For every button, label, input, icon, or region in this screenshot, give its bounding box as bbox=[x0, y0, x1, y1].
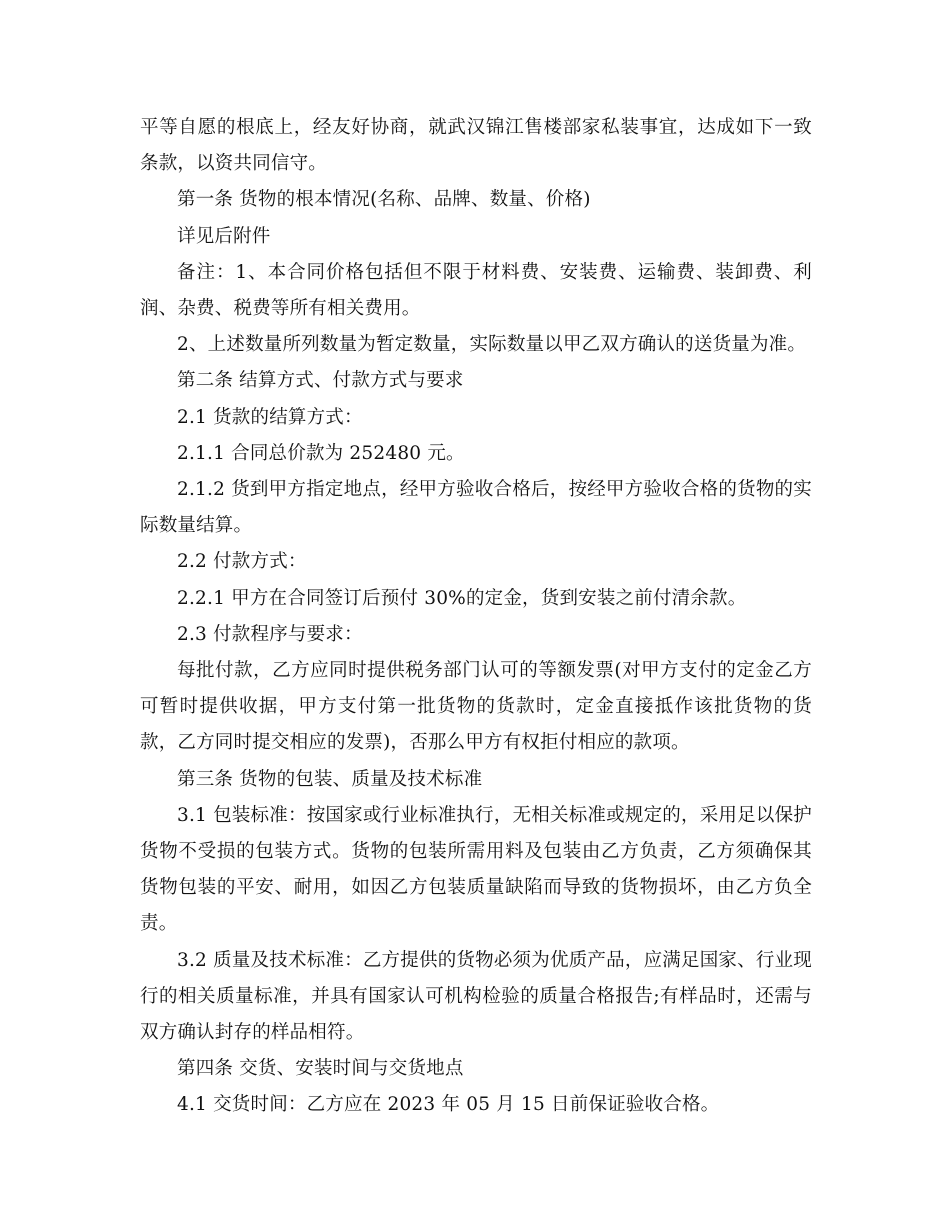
article-4-heading: 第四条 交货、安装时间与交货地点 bbox=[177, 1058, 464, 1080]
paragraph-opening: 平等自愿的根底上，经友好协商，就武汉锦江售楼部家私装事宜，达成如下一致条款，以资共同信守。 bbox=[140, 117, 812, 175]
clause-3-1: 3.1 包装标准：按国家或行业标准执行，无相关标准或规定的，采用足以保护货物不受损的包装方式。货物的包装所需用料及包装由乙方负责，乙方须确保其货物包装的平安、耐用，如因乙方包装质量缺陷而导致的货物损坏，由乙方负全责。 bbox=[140, 804, 812, 935]
clause-2-1-1: 2.1.1 合同总价款为 252480 元。 bbox=[177, 442, 465, 464]
clause-3-2: 3.2 质量及技术标准：乙方提供的货物必须为优质产品，应满足国家、行业现行的相关质量标准，并具有国家认可机构检验的质量合格报告;有样品时，还需与双方确认封存的样品相符。 bbox=[140, 949, 812, 1044]
article-3-heading: 第三条 货物的包装、质量及技术标准 bbox=[177, 768, 483, 790]
clause-2-1-2: 2.1.2 货到甲方指定地点，经甲方验收合格后，按经甲方验收合格的货物的实际数量结算。 bbox=[140, 479, 812, 537]
clause-2-2-1: 2.2.1 甲方在合同签订后预付 30%的定金，货到安装之前付清余款。 bbox=[177, 587, 747, 609]
clause-2-1: 2.1 货款的结算方式： bbox=[177, 406, 363, 428]
paragraph-see-attachment: 详见后附件 bbox=[177, 225, 271, 247]
paragraph-note-2: 2、上述数量所列数量为暂定数量，实际数量以甲乙双方确认的送货量为准。 bbox=[177, 334, 807, 356]
contract-body bbox=[140, 110, 812, 1124]
paragraph-payment-invoice: 每批付款，乙方应同时提供税务部门认可的等额发票(对甲方支付的定金乙方可暂时提供收据，甲方支付第一批货物的货款时，定金直接抵作该批货物的货款，乙方同时提交相应的发票)，否那么甲方有权拒付相应的款项。 bbox=[140, 660, 812, 754]
article-2-heading: 第二条 结算方式、付款方式与要求 bbox=[177, 370, 464, 392]
clause-2-3: 2.3 付款程序与要求： bbox=[177, 623, 363, 645]
article-1-heading: 第一条 货物的根本情况(名称、品牌、数量、价格) bbox=[177, 189, 591, 211]
paragraph-note-1: 备注：1、本合同价格包括但不限于材料费、安装费、运输费、装卸费、利润、杂费、税费等所有相关费用。 bbox=[140, 261, 812, 320]
clause-2-2: 2.2 付款方式： bbox=[177, 551, 307, 573]
clause-4-1: 4.1 交货时间：乙方应在 2023 年 05 月 15 日前保证验收合格。 bbox=[177, 1094, 720, 1116]
